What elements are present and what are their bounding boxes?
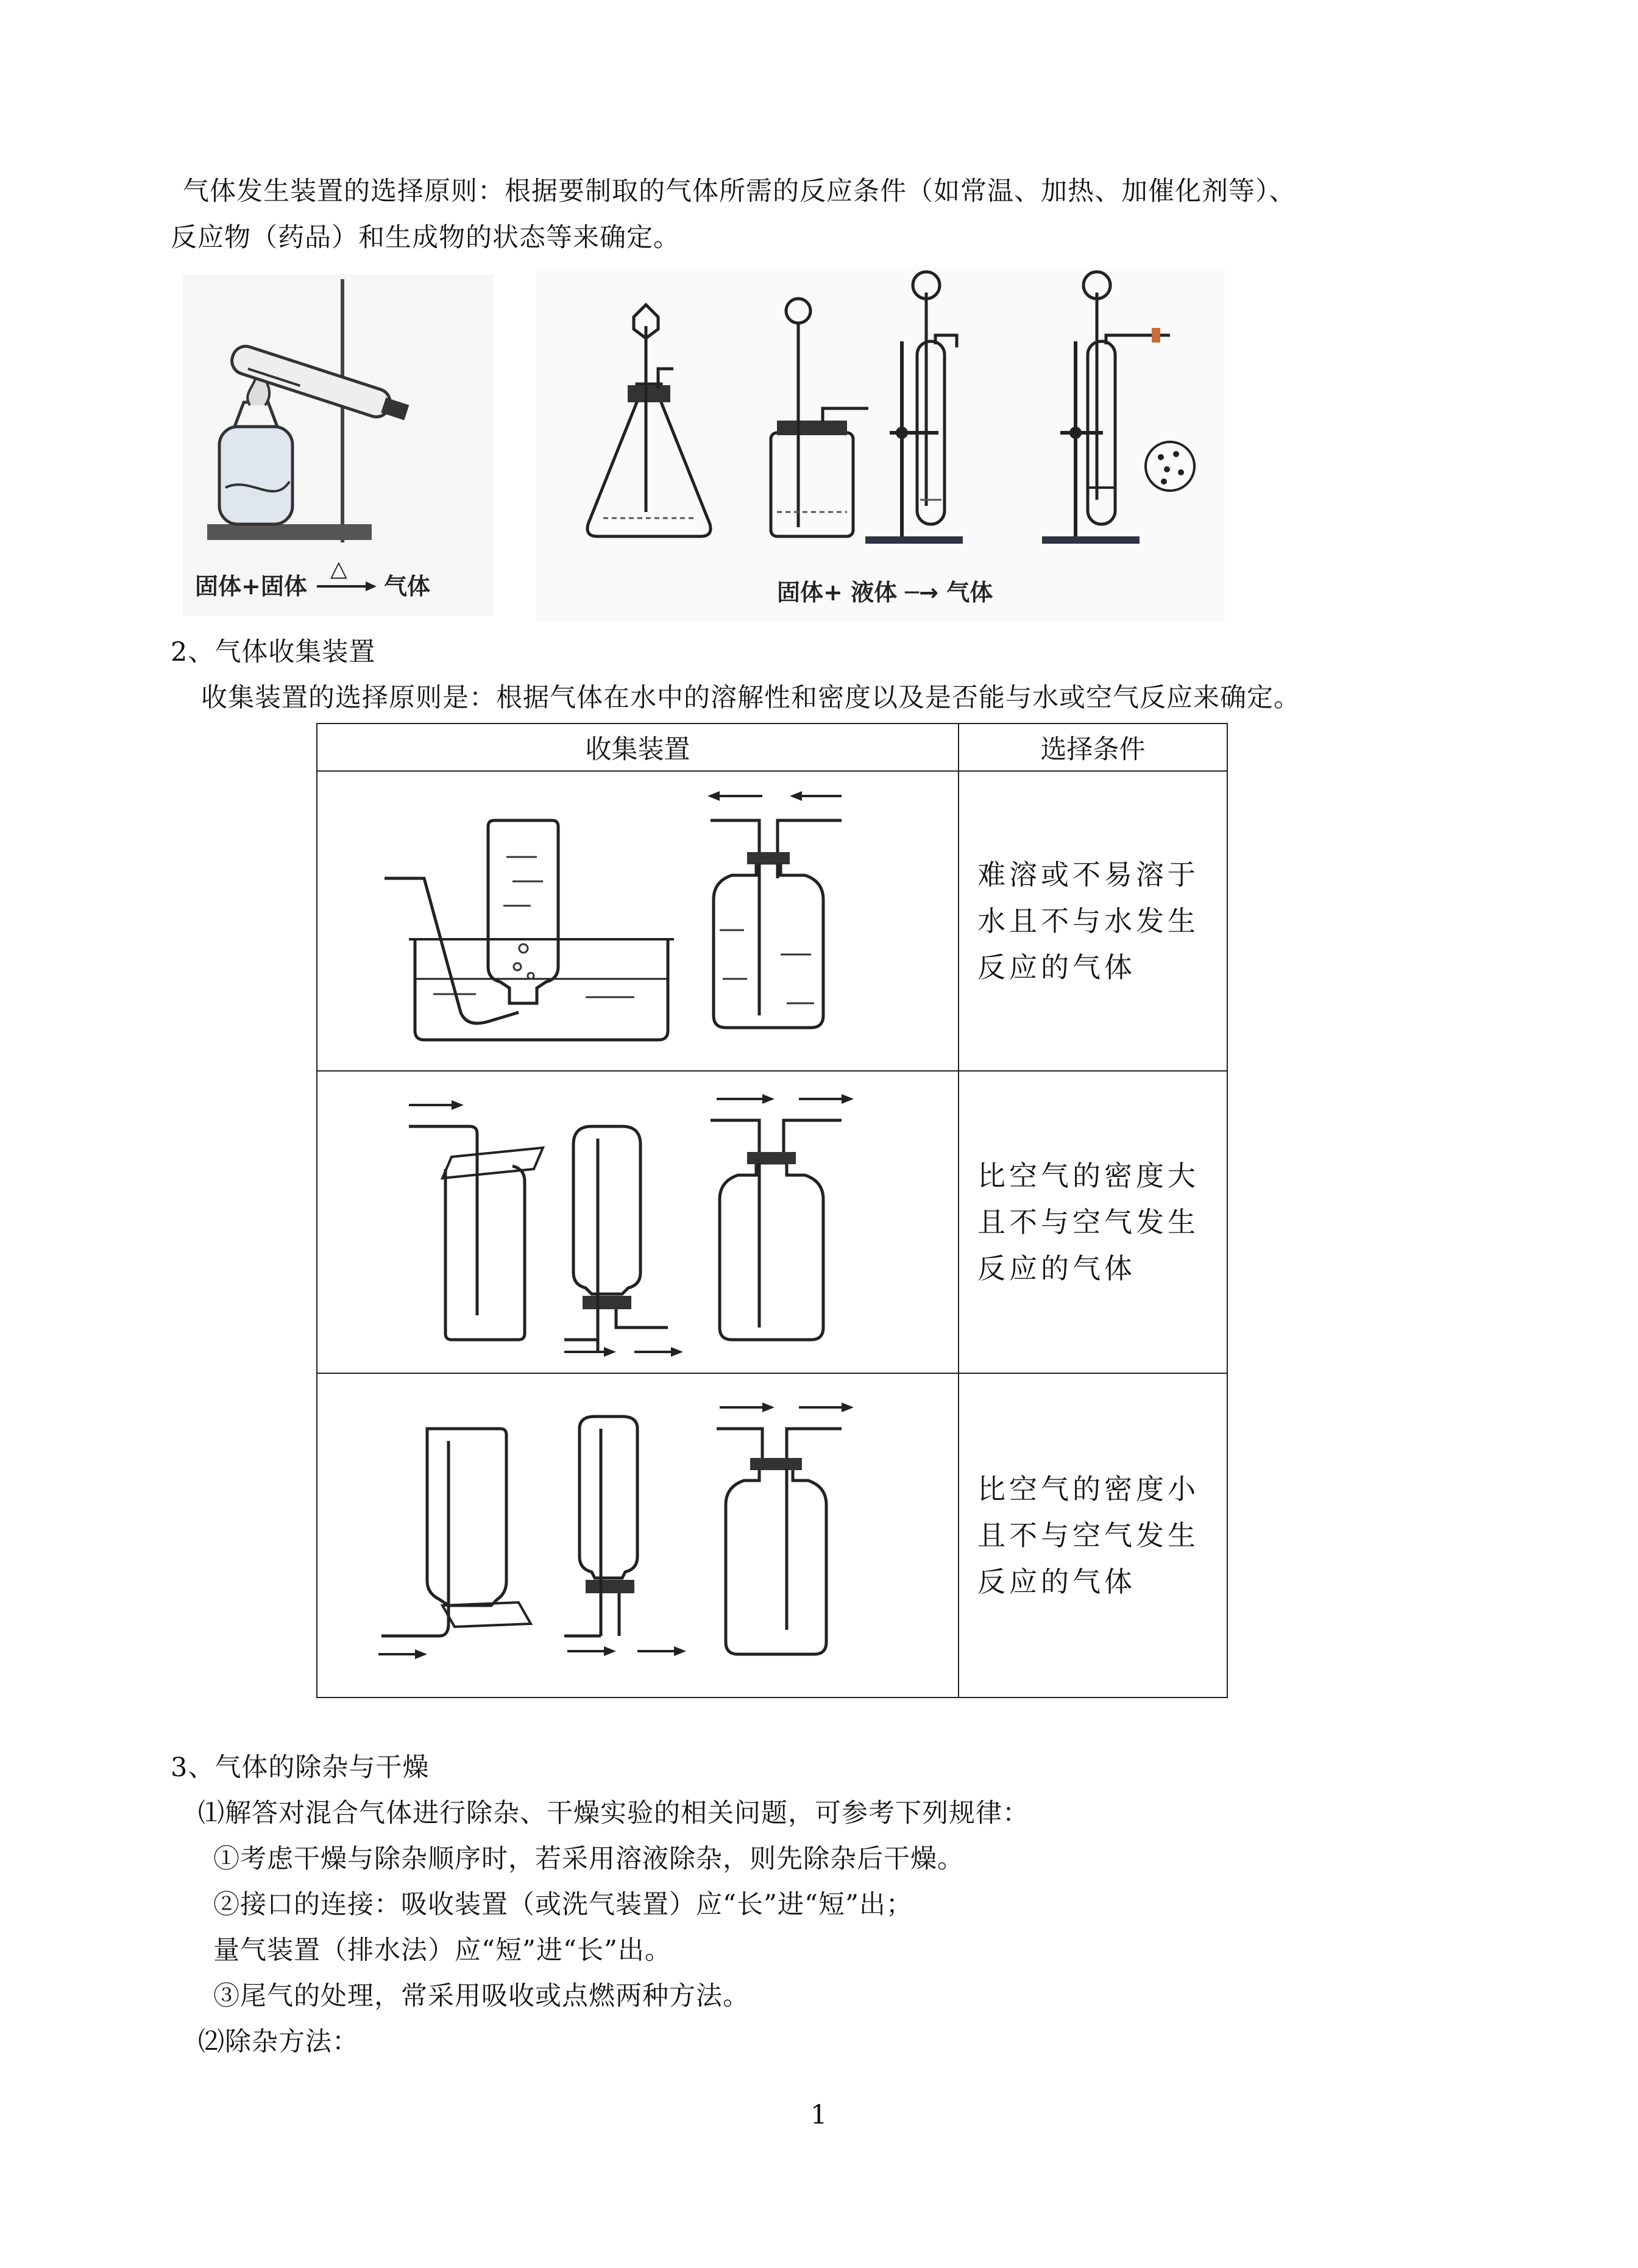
section-3-heading: 3、气体的除杂与干燥 [171, 1752, 430, 1783]
upward-air-displacement-figure [317, 1072, 957, 1370]
gas-label: 气体 [384, 573, 431, 600]
condition-cell-3 [959, 1373, 1227, 1697]
downward-air-displacement-figure-cell [317, 1373, 959, 1697]
section-2-principle: 收集装置的选择原则是：根据气体在水中的溶解性和密度以及是否能与水或空气反应来确定。 [201, 683, 1300, 713]
rule-2b: 量气装置（排水法）应“短”进“长”出。 [213, 1935, 672, 1966]
section-3-item-2: ⑵除杂方法： [198, 2027, 359, 2057]
condition-3-line-2: 且不与空气发生 [977, 1519, 1199, 1552]
condition-3-line-3: 反应的气体 [977, 1565, 1136, 1598]
condition-1-line-3: 反应的气体 [977, 951, 1136, 984]
condition-cell-1 [959, 771, 1227, 1071]
section-3-item-1: ⑴解答对混合气体进行除杂、干燥实验的相关问题，可参考下列规律： [198, 1798, 1029, 1829]
rule-3: ③尾气的处理，常采用吸收或点燃两种方法。 [213, 1981, 750, 2011]
water-displacement-figure [317, 772, 957, 1068]
condition-cell-2 [959, 1071, 1227, 1373]
rule-1: ①考虑干燥与除杂顺序时，若采用溶液除杂，则先除杂后干燥。 [213, 1844, 964, 1874]
solid-liquid-label: 固体+ 液体 ─→ 气体 [777, 579, 993, 606]
heat-symbol: △ [330, 556, 347, 581]
condition-2-line-2: 且不与空气发生 [977, 1206, 1199, 1239]
solid-solid-generator-figure [183, 274, 494, 616]
solid-liquid-generator-figure [536, 268, 1225, 622]
condition-1-line-1: 难溶或不易溶于 [977, 858, 1199, 891]
intro-line-1: 气体发生装置的选择原则：根据要制取的气体所需的反应条件（如常温、加热、加催化剂等）、 [183, 176, 1296, 207]
table-row [317, 771, 1227, 1071]
condition-2-line-3: 反应的气体 [977, 1252, 1136, 1285]
header-condition: 选择条件 [959, 723, 1227, 771]
table-header-row [317, 723, 1227, 771]
section-2-heading: 2、气体收集装置 [171, 637, 376, 667]
table-row [317, 1373, 1227, 1697]
page-number: 1 [810, 2100, 828, 2130]
solid-solid-label: 固体+固体 [195, 573, 307, 600]
downward-air-displacement-figure [317, 1374, 957, 1694]
condition-2-line-1: 比空气的密度大 [977, 1159, 1199, 1192]
intro-line-2: 反应物（药品）和生成物的状态等来确定。 [171, 222, 680, 253]
collection-table [316, 723, 1228, 1698]
upward-air-displacement-figure-cell [317, 1071, 959, 1373]
condition-3-line-1: 比空气的密度小 [977, 1473, 1199, 1505]
header-apparatus: 收集装置 [317, 723, 959, 771]
table-row [317, 1071, 1227, 1373]
rule-2a: ②接口的连接：吸收装置（或洗气装置）应“长”进“短”出； [213, 1889, 913, 1920]
condition-1-line-2: 水且不与水发生 [977, 905, 1199, 937]
water-displacement-figure-cell [317, 771, 959, 1071]
